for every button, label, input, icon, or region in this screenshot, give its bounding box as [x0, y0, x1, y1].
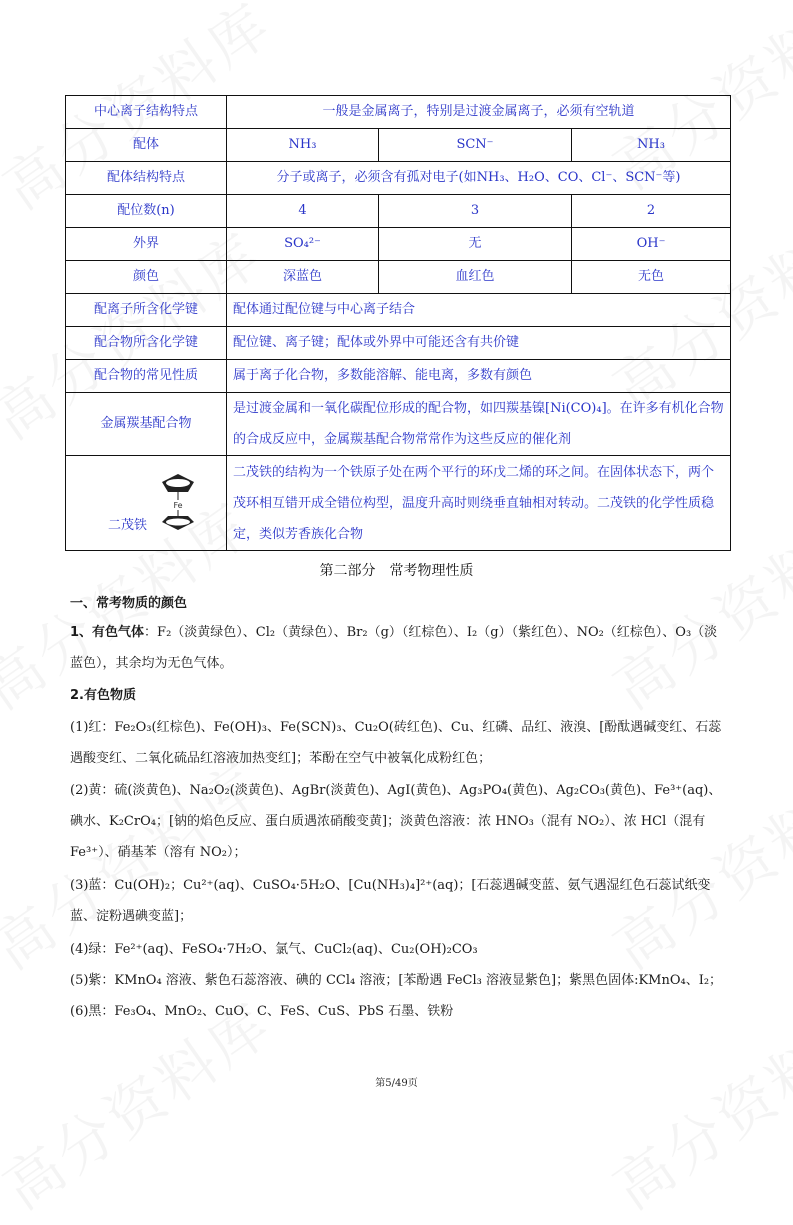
colored-yellow: (2)黄：硫(淡黄色)、Na₂O₂(淡黄色)、AgBr(淡黄色)、AgI(黄色)、Ag₃PO₄(黄色)、Ag₂CO₃(黄色)、Fe³⁺(aq)、碘水、K₂CrO₄；[钠的焰色反应、蛋白质遇浓硝酸变黄]；淡黄色溶液：浓 HNO₃（混有 NO₂）、浓 HCl（混有 Fe³⁺）、硝基苯（溶有 NO₂）；: [70, 783, 722, 860]
cell: NH₃: [227, 129, 379, 162]
section-title: 第二部分 常考物理性质: [319, 563, 474, 579]
row-label: 金属羰基配合物: [66, 393, 227, 456]
row-value: 属于离子化合物，多数能溶解、能电离，多数有颜色: [227, 360, 731, 393]
row-label: 颜色: [66, 261, 227, 294]
row-label: 配合物的常见性质: [66, 360, 227, 393]
colored-gases-paragraph: [70, 617, 730, 679]
row-label: 中心离子结构特点: [66, 96, 227, 129]
colored-purple: (5)紫：KMnO₄ 溶液、紫色石蕊溶液、碘的 CCl₄ 溶液；[苯酚遇 FeCl₃ 溶液显紫色]；紫黑色固体:KMnO₄、I₂；: [70, 973, 723, 988]
cell: 血红色: [379, 261, 572, 294]
colored-red: (1)红：Fe₂O₃(红棕色)、Fe(OH)₃、Fe(SCN)₃、Cu₂O(砖红色)、Cu、红磷、品红、液溴、[酚酞遇碱变红、石蕊遇酸变红、二氧化硫品红溶液加热变红]；苯酚在空气中被氧化成粉红色；: [70, 720, 722, 766]
colored-green: (4)绿：Fe²⁺(aq)、FeSO₄·7H₂O、氯气、CuCl₂(aq)、Cu₂(OH)₂CO₃: [70, 942, 478, 957]
table-row: [66, 195, 731, 228]
heading-colored-substances: 2.有色物质: [70, 688, 136, 703]
row-label: 外界: [66, 228, 227, 261]
page-number: 第5/49页: [375, 1078, 418, 1089]
colored-gases-text: ：F₂（淡黄绿色）、Cl₂（黄绿色）、Br₂（g）（红棕色）、I₂（g）（紫红色）、NO₂（红棕色）、O₃（淡蓝色），其余均为无色气体。: [70, 625, 718, 671]
table-row: [66, 162, 731, 195]
svg-text:Fe: Fe: [173, 501, 183, 510]
colored-gases-label: 1、有色气体: [70, 625, 145, 640]
table-row: [66, 456, 731, 551]
cell: 无: [379, 228, 572, 261]
cell: 3: [379, 195, 572, 228]
row-label: 配体: [66, 129, 227, 162]
ferrocene-cell: [66, 456, 227, 551]
table-row: [66, 294, 731, 327]
table-row: [66, 96, 731, 129]
cell: 深蓝色: [227, 261, 379, 294]
cell: OH⁻: [572, 228, 731, 261]
cell: 2: [572, 195, 731, 228]
cell: SO₄²⁻: [227, 228, 379, 261]
cell: 无色: [572, 261, 731, 294]
row-value: 配位键、离子键；配体或外界中可能还含有共价键: [227, 327, 731, 360]
colored-blue: (3)蓝：Cu(OH)₂；Cu²⁺(aq)、CuSO₄·5H₂O、[Cu(NH₃)₄]²⁺(aq)；[石蕊遇碱变蓝、氨气遇湿红色石蕊试纸变蓝、淀粉遇碘变蓝]；: [70, 878, 711, 924]
cell: SCN⁻: [379, 129, 572, 162]
heading-colors: 一、常考物质的颜色: [70, 596, 188, 611]
row-label: 配体结构特点: [66, 162, 227, 195]
row-value: 配体通过配位键与中心离子结合: [227, 294, 731, 327]
colored-black: (6)黑：Fe₃O₄、MnO₂、CuO、C、FeS、CuS、PbS 石墨、铁粉: [70, 1004, 454, 1019]
ferrocene-label: 二茂铁: [108, 518, 148, 533]
table-row: [66, 228, 731, 261]
row-value: 二茂铁的结构为一个铁原子处在两个平行的环戊二烯的环之间。在固体状态下，两个茂环相互错开成全错位构型，温度升高时则绕垂直轴相对转动。二茂铁的化学性质稳定，类似芳香族化合物: [227, 456, 731, 551]
row-value: 分子或离子，必须含有孤对电子(如NH₃、H₂O、CO、Cl⁻、SCN⁻等): [227, 162, 731, 195]
table-row: [66, 327, 731, 360]
cell: 4: [227, 195, 379, 228]
table-row: [66, 360, 731, 393]
row-label: 配位数(n): [66, 195, 227, 228]
cell: NH₃: [572, 129, 731, 162]
row-label: 配离子所含化学键: [66, 294, 227, 327]
table-row: [66, 129, 731, 162]
row-value: 是过渡金属和一氧化碳配位形成的配合物，如四羰基镍[Ni(CO)₄]。在许多有机化合物的合成反应中，金属羰基配合物常常作为这些反应的催化剂: [227, 393, 731, 456]
coordination-compound-table: [65, 95, 731, 551]
table-row: [66, 261, 731, 294]
table-row: [66, 393, 731, 456]
row-value: 一般是金属离子，特别是过渡金属离子，必须有空轨道: [227, 96, 731, 129]
row-label: 配合物所含化学键: [66, 327, 227, 360]
ferrocene-structure-icon: [156, 472, 200, 534]
